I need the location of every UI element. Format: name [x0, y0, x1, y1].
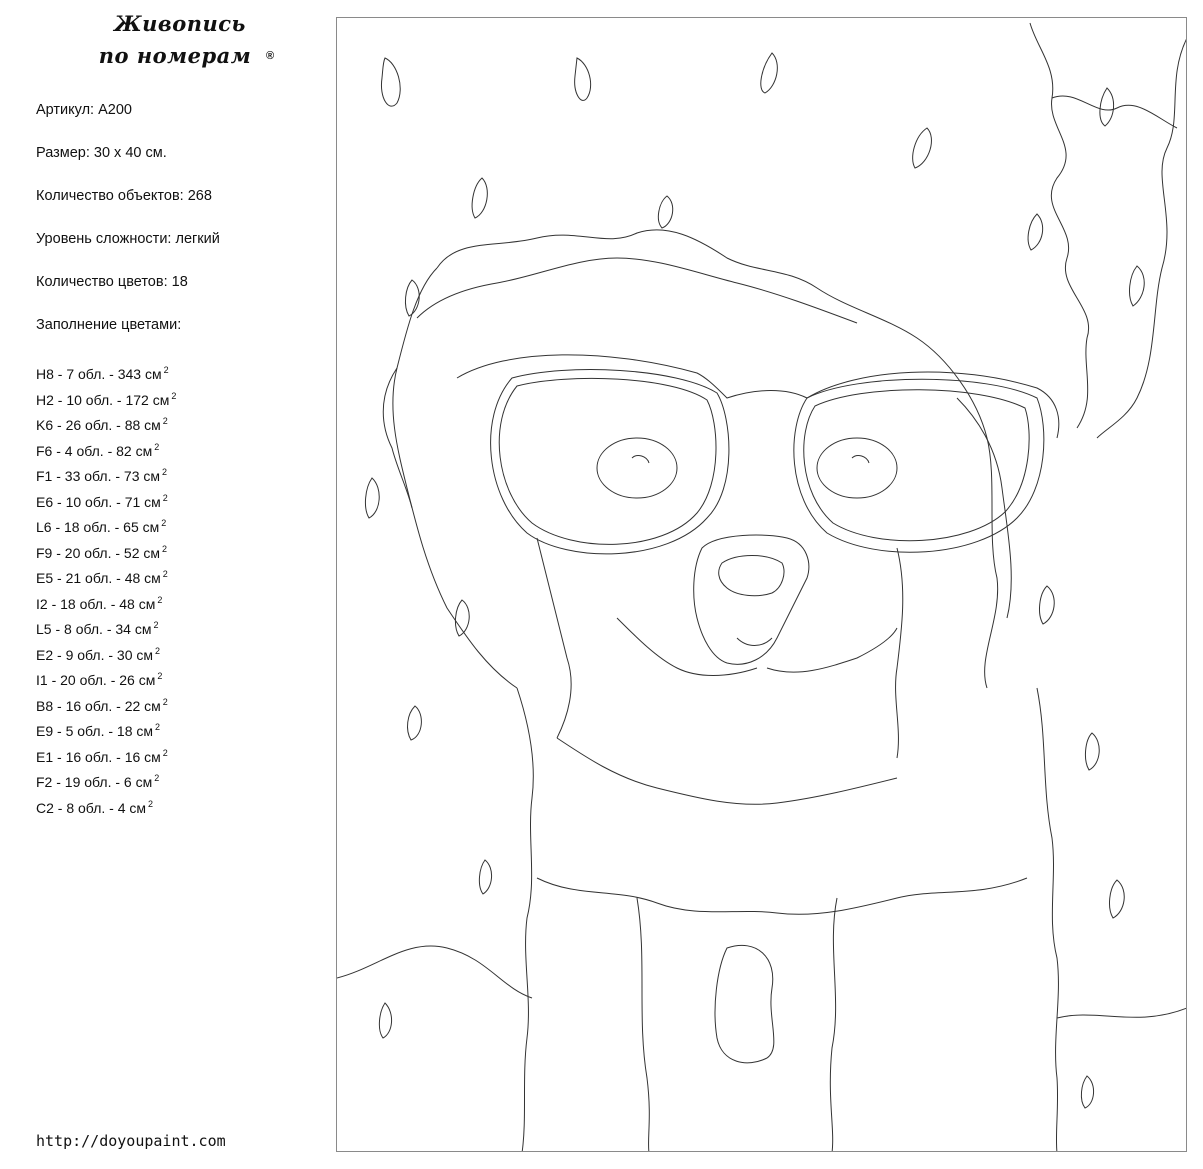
- object-count: Количество объектов: 268: [36, 188, 212, 204]
- dog-with-glasses-outline-icon: [337, 18, 1187, 1152]
- title-line-2: по номерам: [98, 43, 252, 68]
- color-fill-item: L5 - 8 обл. - 34 см $^2$: [36, 620, 159, 637]
- color-fill-item: E6 - 10 обл. - 71 см $^2$: [36, 492, 168, 510]
- color-fill-list: [36, 360, 176, 819]
- title-line-1: Живопись: [114, 11, 246, 36]
- color-fill-item: F6 - 4 обл. - 82 см $^2$: [36, 441, 160, 459]
- info-panel: [36, 100, 316, 358]
- article-number: Артикул: А200: [36, 102, 132, 118]
- color-count: Количество цветов: 18: [36, 274, 188, 290]
- canvas-size: Размер: 30 х 40 см.: [36, 145, 167, 161]
- color-fill-item: I1 - 20 обл. - 26 см $^2$: [36, 671, 163, 688]
- color-fill-item: E9 - 5 обл. - 18 см $^2$: [36, 722, 161, 739]
- difficulty-level: Уровень сложности: легкий: [36, 231, 220, 247]
- registered-mark: ®: [266, 50, 275, 62]
- color-fill-item: E5 - 21 обл. - 48 см $^2$: [36, 569, 168, 586]
- sheet-title: [60, 8, 300, 72]
- color-fill-item: E1 - 16 обл. - 16 см $^2$: [36, 747, 168, 765]
- color-fill-item: H8 - 7 обл. - 343 см $^2$: [36, 365, 169, 382]
- color-fill-item: F9 - 20 обл. - 52 см $^2$: [36, 543, 168, 561]
- color-fill-item: C2 - 8 обл. - 4 см $^2$: [36, 798, 154, 816]
- color-fill-item: L6 - 18 обл. - 65 см $^2$: [36, 518, 167, 535]
- color-fill-item: F2 - 19 обл. - 6 см $^2$: [36, 773, 160, 790]
- color-fill-item: F1 - 33 обл. - 73 см $^2$: [36, 467, 168, 484]
- color-fill-item: B8 - 16 обл. - 22 см $^2$: [36, 696, 168, 714]
- website-link[interactable]: http://doyoupaint.com: [36, 1132, 226, 1150]
- color-fill-item: K6 - 26 обл. - 88 см $^2$: [36, 416, 168, 433]
- color-fill-item: E2 - 9 обл. - 30 см $^2$: [36, 645, 161, 663]
- color-fill-heading: Заполнение цветами:: [36, 317, 182, 333]
- color-fill-item: I2 - 18 обл. - 48 см $^2$: [36, 594, 163, 612]
- paint-by-numbers-canvas: [336, 17, 1187, 1152]
- color-fill-item: H2 - 10 обл. - 172 см $^2$: [36, 390, 177, 408]
